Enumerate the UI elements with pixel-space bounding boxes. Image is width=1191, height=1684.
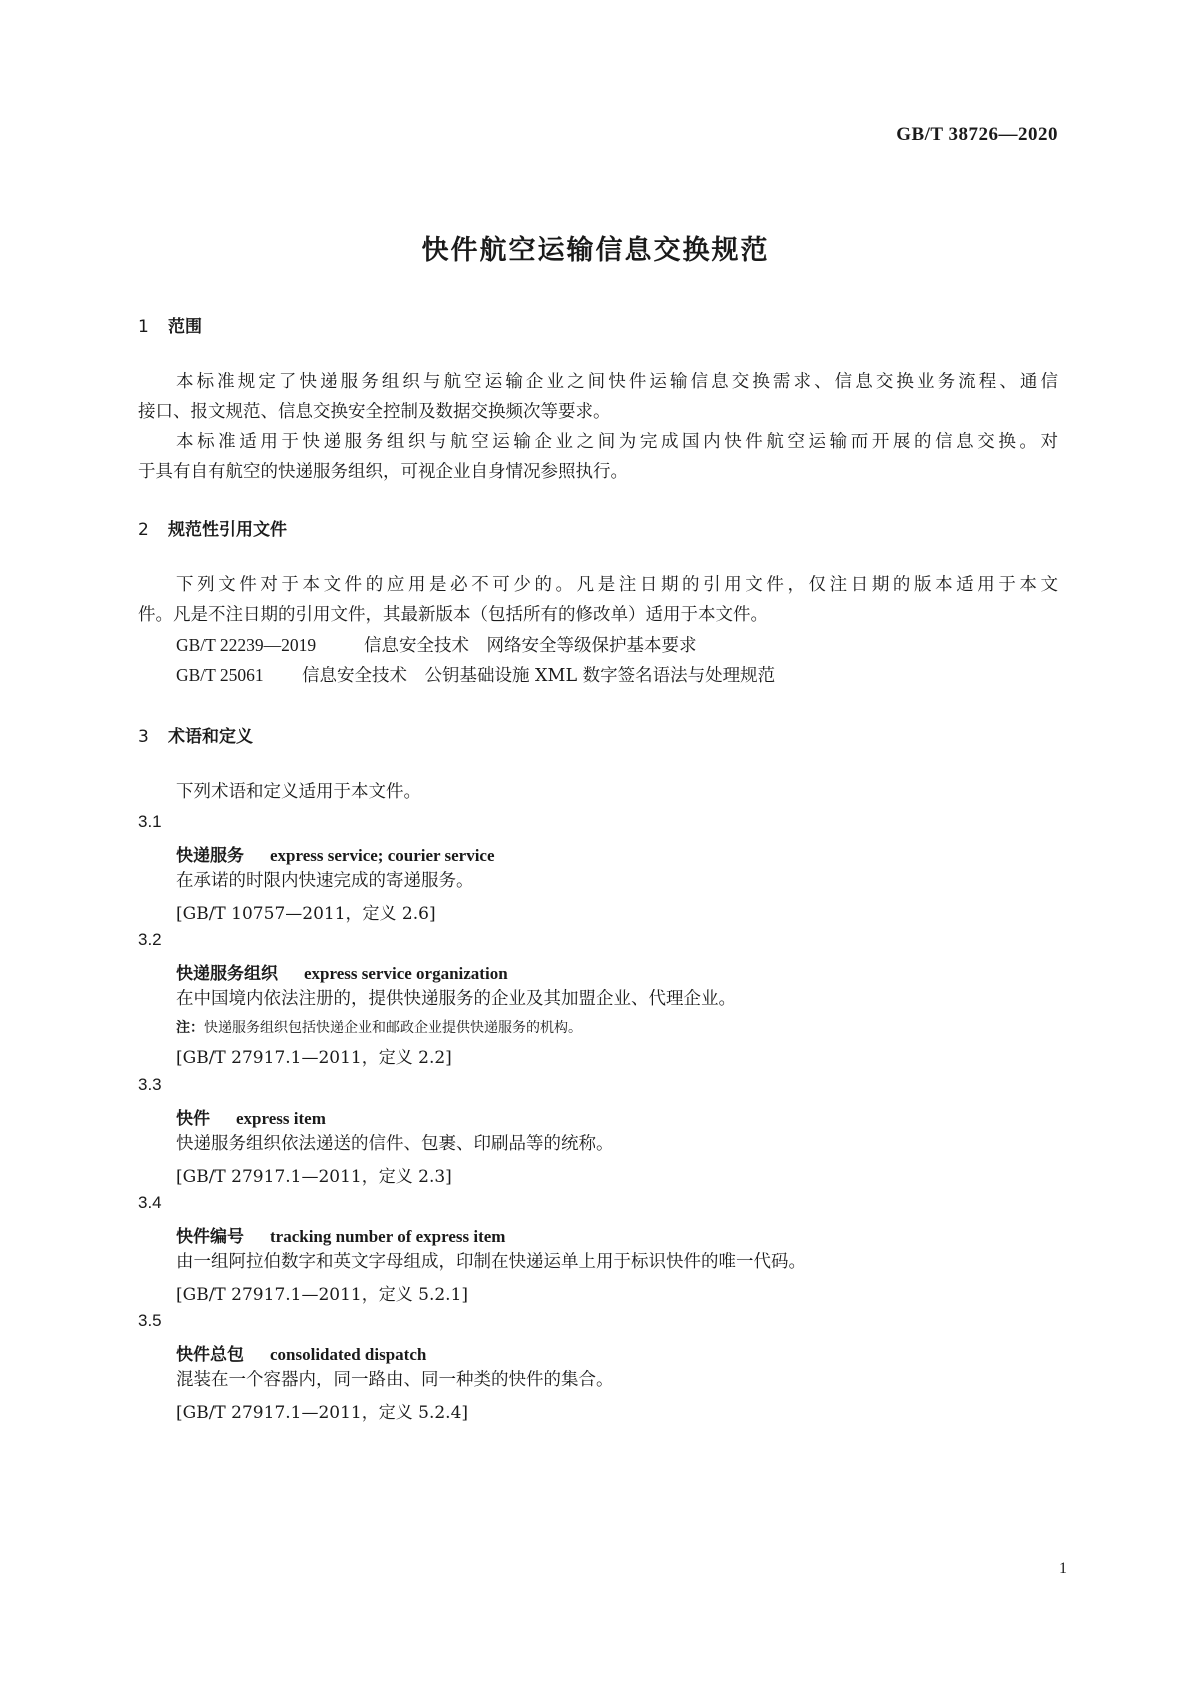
note-text: 快递服务组织包括快递企业和邮政企业提供快递服务的机构。	[204, 1020, 582, 1036]
clause-number: 3.5	[138, 1311, 162, 1330]
term-definition: 混装在一个容器内，同一路由、同一种类的快件的集合。	[176, 1370, 614, 1390]
section-3-heading	[138, 722, 253, 747]
term-definition: 在承诺的时限内快速完成的寄递服务。	[176, 871, 474, 891]
reference-code: GB/T 25061	[176, 665, 264, 685]
term-source: [GB/T 27917.1—2011，定义 2.2]	[176, 1048, 452, 1068]
paragraph-line: 下列文件对于本文件的应用是必不可少的。凡是注日期的引用文件，仅注日期的版本适用于本文	[176, 575, 1058, 595]
section-1-heading	[138, 312, 202, 337]
normative-reference	[176, 660, 775, 691]
clause-number: 3.4	[138, 1193, 162, 1212]
section-title: 术语和定义	[168, 727, 253, 747]
term-source: [GB/T 27917.1—2011，定义 5.2.1]	[176, 1285, 469, 1305]
term-definition: 快递服务组织依法递送的信件、包裹、印刷品等的统称。	[176, 1134, 614, 1154]
standard-number: GB/T 38726—2020	[896, 124, 1058, 145]
section-number: 2	[138, 520, 149, 540]
note-label: 注：	[176, 1020, 204, 1036]
clause-number: 3.1	[138, 812, 162, 831]
paragraph-line: 于具有自有航空的快递服务组织，可视企业自身情况参照执行。	[138, 462, 628, 482]
term-source: [GB/T 27917.1—2011，定义 5.2.4]	[176, 1403, 469, 1423]
page-number: 1	[1059, 1560, 1067, 1577]
section-number: 1	[138, 317, 149, 337]
term-source: [GB/T 27917.1—2011，定义 2.3]	[176, 1167, 452, 1187]
term-zh: 快件总包	[176, 1345, 244, 1365]
term-entry	[176, 959, 508, 984]
section-2-heading	[138, 515, 287, 540]
term-zh: 快件	[176, 1109, 210, 1129]
term-en: express item	[236, 1109, 326, 1128]
term-definition: 由一组阿拉伯数字和英文字母组成，印制在快递运单上用于标识快件的唯一代码。	[176, 1252, 806, 1272]
term-note	[176, 1017, 582, 1037]
reference-title: 信息安全技术 公钥基础设施 XML 数字签名语法与处理规范	[302, 666, 776, 686]
section-number: 3	[138, 727, 149, 747]
term-entry	[176, 1104, 326, 1129]
term-en: express service organization	[304, 964, 508, 983]
clause-number: 3.3	[138, 1075, 162, 1094]
section-title: 范围	[168, 317, 202, 337]
term-en: express service; courier service	[270, 846, 495, 865]
term-zh: 快件编号	[176, 1227, 244, 1247]
term-definition: 在中国境内依法注册的，提供快递服务的企业及其加盟企业、代理企业。	[176, 989, 736, 1009]
paragraph-line: 件。凡是不注日期的引用文件，其最新版本（包括所有的修改单）适用于本文件。	[138, 605, 768, 625]
section-intro: 下列术语和定义适用于本文件。	[176, 782, 421, 802]
document-title: 快件航空运输信息交换规范	[421, 235, 770, 266]
reference-code: GB/T 22239—2019	[176, 635, 317, 655]
term-zh: 快递服务组织	[176, 964, 278, 984]
section-title: 规范性引用文件	[168, 520, 287, 540]
paragraph-line: 本标准适用于快递服务组织与航空运输企业之间为完成国内快件航空运输而开展的信息交换。对	[176, 432, 1058, 452]
clause-number: 3.2	[138, 930, 162, 949]
term-en: tracking number of express item	[270, 1227, 506, 1246]
paragraph-line: 接口、报文规范、信息交换安全控制及数据交换频次等要求。	[138, 402, 611, 422]
term-zh: 快递服务	[176, 846, 244, 866]
term-entry	[176, 1340, 426, 1365]
reference-title: 信息安全技术 网络安全等级保护基本要求	[364, 636, 697, 656]
term-entry	[176, 1222, 505, 1247]
normative-reference	[176, 630, 697, 661]
term-entry	[176, 841, 495, 866]
term-source: [GB/T 10757—2011，定义 2.6]	[176, 904, 436, 924]
paragraph-line: 本标准规定了快递服务组织与航空运输企业之间快件运输信息交换需求、信息交换业务流程、通信	[176, 372, 1058, 392]
term-en: consolidated dispatch	[270, 1345, 427, 1364]
